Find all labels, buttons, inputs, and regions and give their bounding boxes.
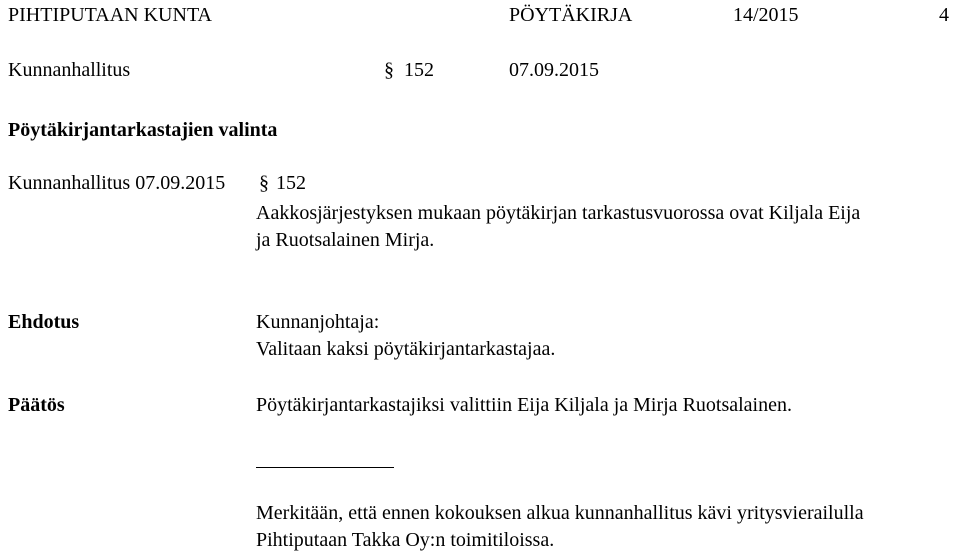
- governing-body: Kunnanhallitus: [8, 59, 131, 81]
- intro-line-1: Aakkosjärjestyksen mukaan pöytäkirjan tarkastusvuorossa ovat Kiljala Eija: [256, 202, 861, 224]
- section-number: 152: [404, 59, 434, 81]
- decision-label: Päätös: [8, 394, 65, 416]
- note-line-2: Pihtiputaan Takka Oy:n toimitiloissa.: [256, 529, 555, 551]
- section-mark: §: [384, 59, 394, 81]
- intro-line-2: ja Ruotsalainen Mirja.: [256, 229, 435, 251]
- page-number: 4: [939, 4, 949, 26]
- reference-body-date: Kunnanhallitus 07.09.2015: [8, 172, 226, 194]
- reference-section-mark: §: [259, 172, 269, 194]
- proposal-label: Ehdotus: [8, 311, 80, 333]
- meeting-date: 07.09.2015: [509, 59, 599, 81]
- organization-name: PIHTIPUTAAN KUNTA: [8, 4, 213, 26]
- decision-text: Pöytäkirjantarkastajiksi valittiin Eija Kiljala ja Mirja Ruotsalainen.: [256, 394, 792, 416]
- proposal-speaker: Kunnanjohtaja:: [256, 311, 380, 333]
- note-line-1: Merkitään, että ennen kokouksen alkua kunnanhallitus kävi yritysvierailulla: [256, 502, 864, 524]
- document-type: PÖYTÄKIRJA: [509, 4, 633, 26]
- reference-section-number: 152: [276, 172, 306, 194]
- meeting-number: 14/2015: [733, 4, 799, 26]
- item-title: Pöytäkirjantarkastajien valinta: [8, 119, 278, 141]
- proposal-text: Valitaan kaksi pöytäkirjantarkastajaa.: [256, 338, 556, 360]
- separator-line: [256, 467, 394, 468]
